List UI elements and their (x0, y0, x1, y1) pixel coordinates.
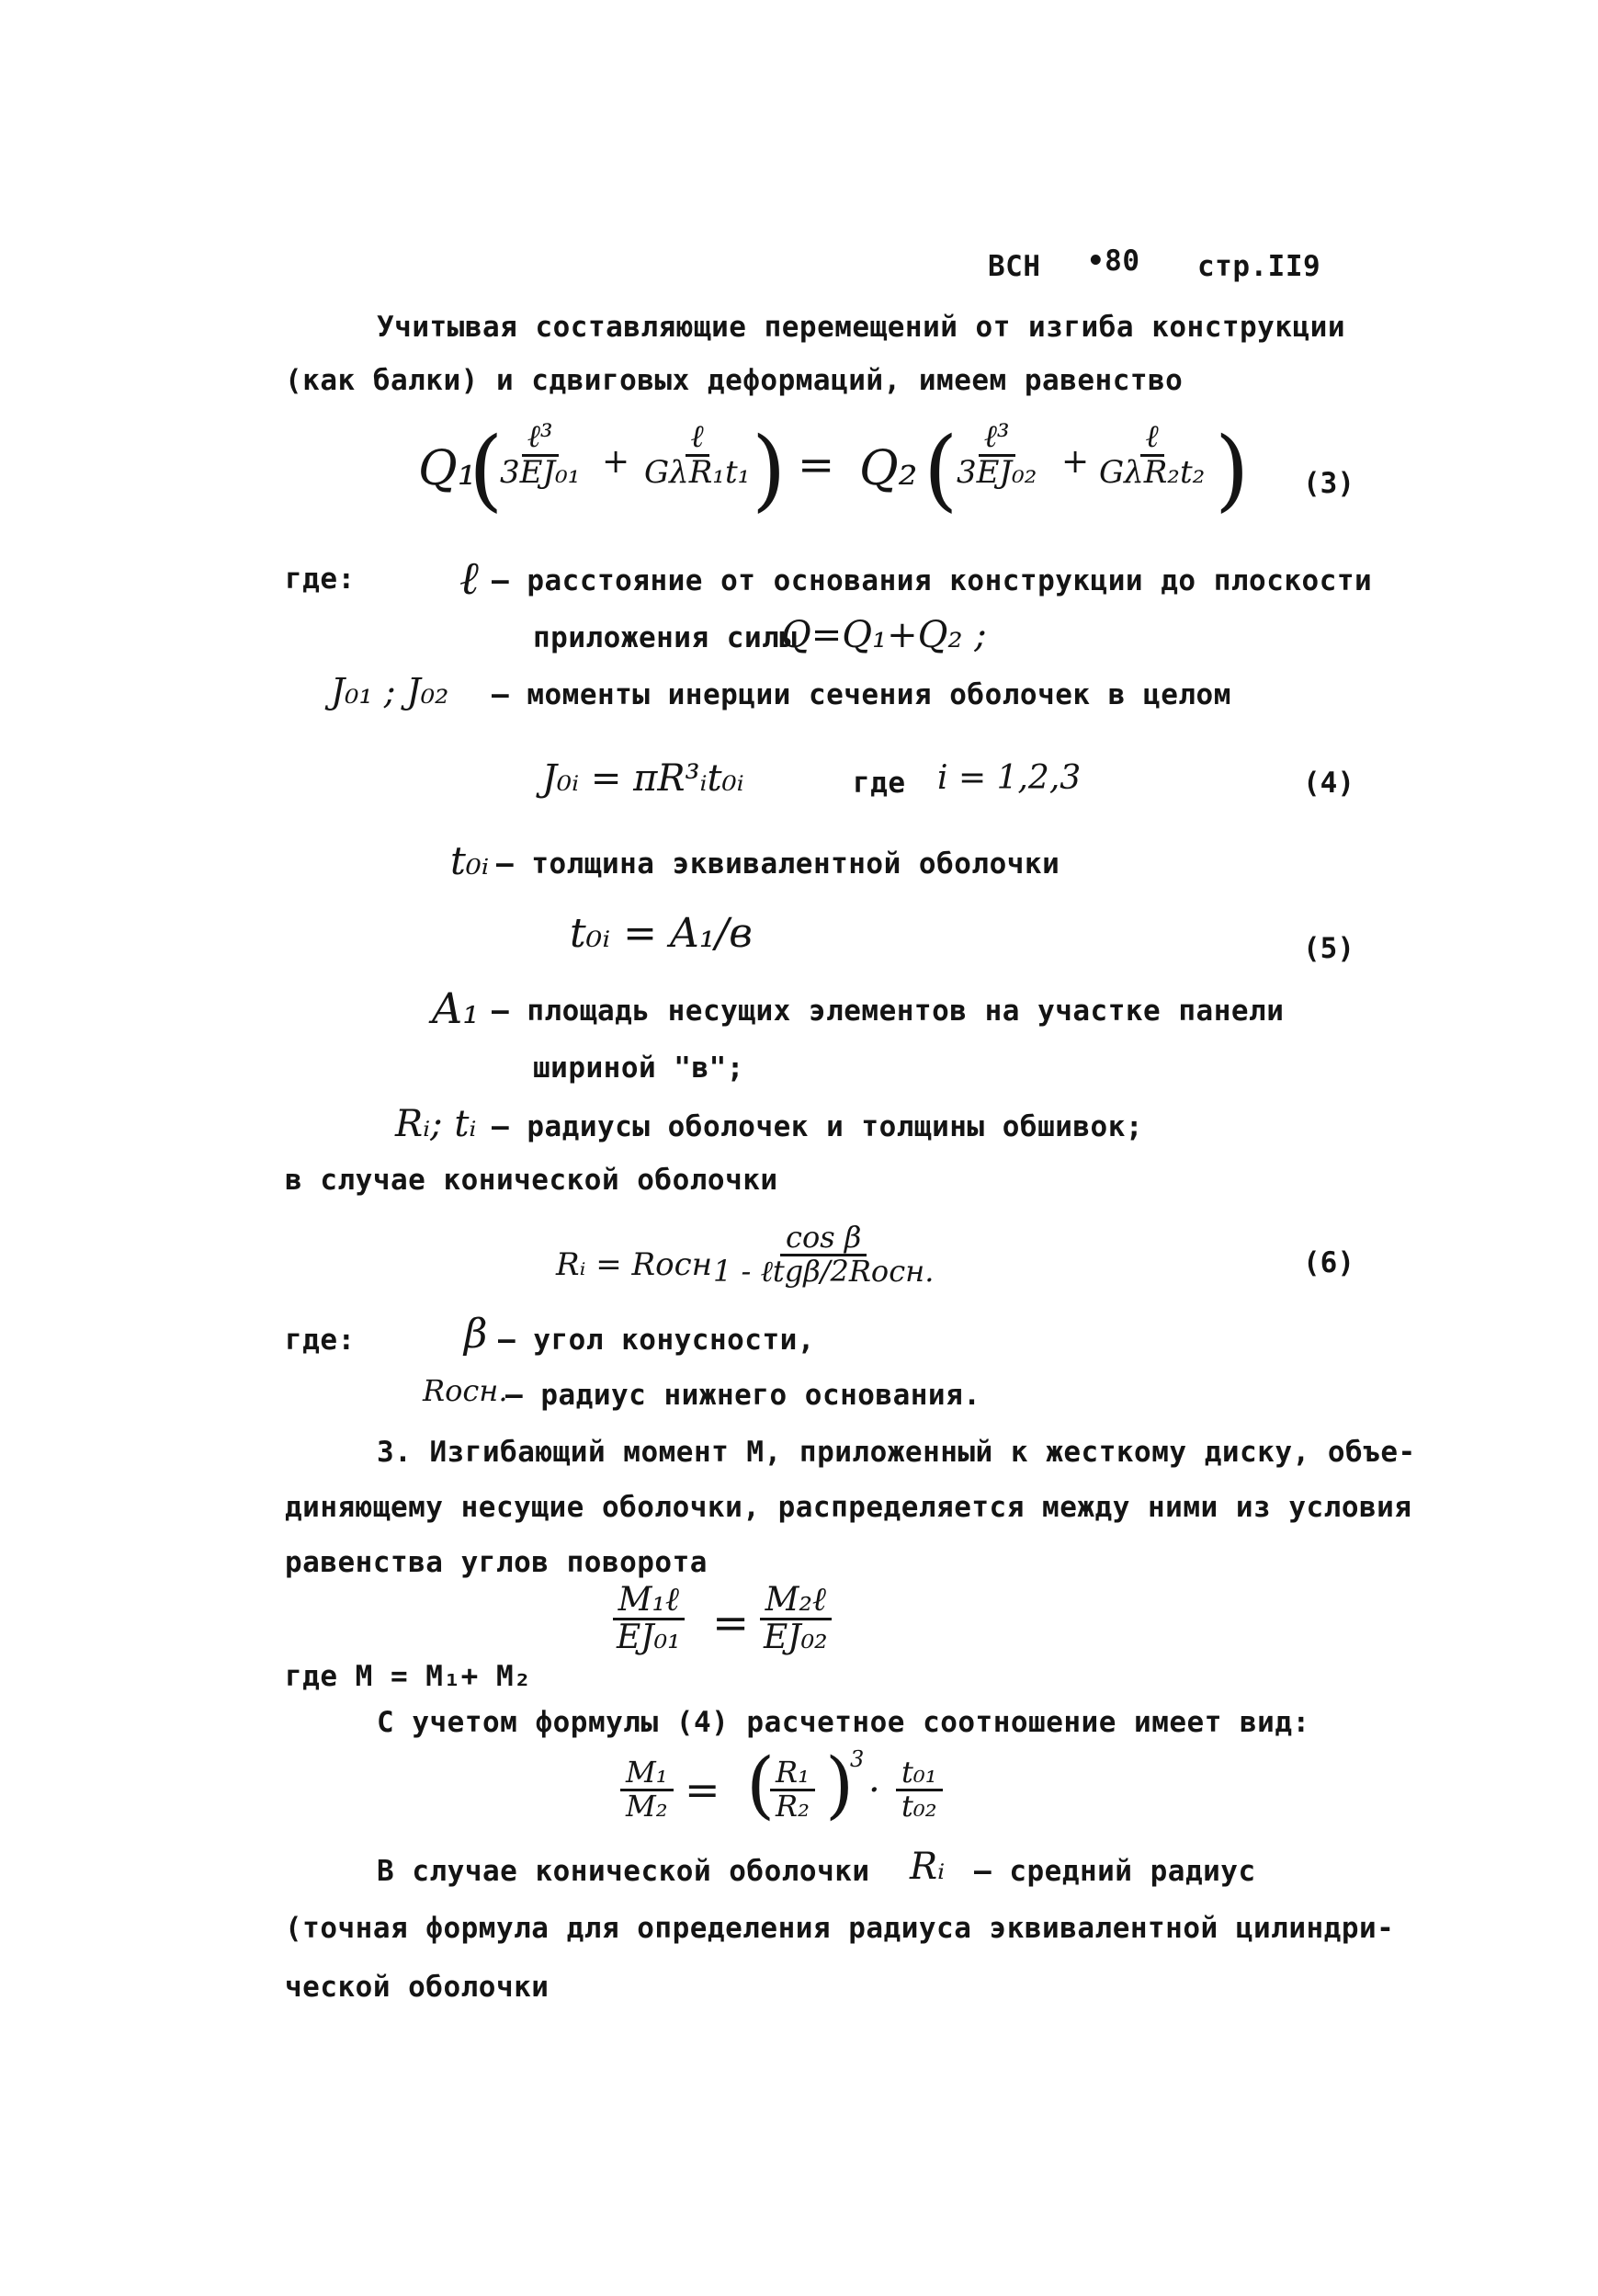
eq7-den1: EJ₀₁ (617, 1618, 681, 1656)
header-page-label: стр.II9 (1197, 250, 1321, 283)
defs3-where: где: (285, 1324, 356, 1357)
eq6-den: 1 - ℓtgβ/2Rосн. (713, 1253, 935, 1289)
eq3-equals: = (798, 439, 835, 491)
conic-intro: в случае конической оболочки (285, 1164, 778, 1197)
eq3-fraction-3 (951, 418, 1042, 491)
eq3-den3: 3EJ₀₂ (957, 453, 1037, 491)
eq3-plus-1: + (602, 443, 630, 481)
where-m: где M = M₁+ M₂ (285, 1660, 532, 1693)
eq7-fraction-2 (758, 1583, 833, 1655)
eq8-num2: R₁ (770, 1757, 815, 1791)
eq3-num1: ℓ³ (522, 421, 559, 457)
eq4-lhs: J₀ᵢ = πR³ᵢt₀ᵢ (542, 757, 744, 800)
defs2-r-symbol: Rᵢ; tᵢ (395, 1103, 477, 1145)
eq8-fraction-1 (620, 1757, 674, 1822)
eq8-dot: · (868, 1769, 880, 1812)
eq3-paren-open-1: ( (469, 418, 504, 521)
paragraph5-symbol: Rᵢ (910, 1846, 946, 1888)
eq5-lhs: t₀ᵢ = A₁/в (570, 910, 753, 957)
eq3-num2: ℓ (686, 421, 709, 457)
def-t-text: – толщина эквивалентной оболочки (496, 847, 1060, 881)
eq8-den1: M₂ (626, 1788, 668, 1824)
defs3-r-text: – радиус нижнего основания. (505, 1379, 981, 1412)
eq3-plus-2: + (1061, 443, 1090, 481)
eq8-fraction-3 (896, 1757, 943, 1822)
eq3-den4: GλR₂t₂ (1099, 453, 1206, 491)
eq3-num3: ℓ³ (979, 421, 1015, 457)
paragraph5-line1b: – средний радиус (974, 1855, 1256, 1888)
defs1-j-text: – моменты инерции сечения оболочек в целом (492, 678, 1231, 711)
eq3-fraction-4 (1094, 418, 1210, 491)
paragraph1-line2: (как балки) и сдвиговых деформаций, имеем равенство (285, 364, 1184, 397)
eq3-fraction-2 (639, 418, 755, 491)
eq3-number: (3) (1303, 467, 1354, 500)
eq3-paren-open-2: ( (924, 418, 958, 521)
eq7-num2: M₂ℓ (760, 1583, 832, 1620)
defs1-l-text1: – расстояние от основания конструкции до плоскости (492, 564, 1373, 597)
eq3-den2: GλR₁t₁ (644, 453, 751, 491)
eq8-paren-close: ) (825, 1742, 855, 1827)
eq7-fraction-1 (611, 1583, 686, 1655)
paragraph3-line1: 3. Изгибающий момент М, приложенный к жесткому диску, объе- (377, 1436, 1416, 1469)
eq7-num1: M₁ℓ (613, 1583, 685, 1620)
paragraph3-line2: диняющему несущие оболочки, распределяется между ними из условия (285, 1491, 1412, 1524)
eq6-fraction (708, 1222, 939, 1287)
eq3-paren-close-2: ) (1215, 418, 1250, 521)
eq6-num: cos β (780, 1222, 867, 1256)
eq5-number: (5) (1303, 932, 1354, 965)
defs2-a-text1: – площадь несущих элементов на участке панели (492, 995, 1285, 1028)
eq8-den2: R₂ (776, 1788, 810, 1824)
eq4-index: i = 1,2,3 (937, 759, 1082, 797)
paragraph1-line1: Учитывая составляющие перемещений от изгиба конструкции (377, 311, 1345, 344)
defs1-l-formula: Q=Q₁+Q₂ ; (781, 614, 987, 656)
eq7-den2: EJ₀₂ (764, 1618, 828, 1656)
paragraph4: С учетом формулы (4) расчетное соотношение имеет вид: (377, 1706, 1310, 1739)
eq6-lhs: Rᵢ = Rосн (556, 1246, 713, 1283)
header-doc-code: ВСН (988, 250, 1041, 283)
paragraph3-line3: равенства углов поворота (285, 1546, 708, 1579)
defs1-j-symbol: J₀₁ ; J₀₂ (331, 671, 449, 711)
header-doc-number: •80 (1087, 244, 1140, 278)
eq8-den3: t₀₂ (901, 1788, 937, 1824)
eq3-num4: ℓ (1140, 421, 1164, 457)
eq3-den1: 3EJ₀₁ (500, 453, 581, 491)
eq6-number: (6) (1303, 1246, 1354, 1279)
eq8-power: 3 (850, 1746, 865, 1772)
defs1-l-symbol: ℓ (459, 551, 479, 605)
def-t-symbol: t₀ᵢ (450, 838, 490, 883)
eq3-fraction-1 (494, 418, 585, 491)
defs3-r-symbol: Rосн. (423, 1373, 508, 1408)
defs2-r-text: – радиусы оболочек и толщины обшивок; (492, 1110, 1144, 1143)
paragraph5-line3: ческой оболочки (285, 1971, 550, 2004)
paragraph5-line1a: В случае конической оболочки (377, 1855, 870, 1888)
eq8-equals: = (685, 1765, 720, 1814)
defs1-l-text2: приложения силы (533, 621, 798, 654)
paragraph5-line2: (точная формула для определения радиуса эквивалентной цилиндри- (285, 1912, 1395, 1945)
eq3-q2: Q₂ (859, 441, 918, 496)
eq3-q1: Q₁ (418, 441, 477, 496)
eq8-paren-open: ( (746, 1742, 776, 1827)
defs3-beta-symbol: β (464, 1311, 488, 1358)
eq8-num1: M₁ (620, 1757, 674, 1791)
defs2-a-symbol: A₁ (432, 983, 480, 1033)
eq8-fraction-2 (770, 1757, 815, 1822)
eq4-number: (4) (1303, 767, 1354, 800)
defs3-beta-text: – угол конусности, (498, 1324, 815, 1357)
eq3-paren-close-1: ) (752, 418, 787, 521)
eq7-equals: = (712, 1597, 750, 1649)
defs1-where: где: (285, 563, 356, 596)
defs2-a-text2: шириной "в"; (533, 1051, 744, 1085)
eq4-where: где (853, 767, 906, 800)
eq8-num3: t₀₁ (896, 1757, 943, 1791)
